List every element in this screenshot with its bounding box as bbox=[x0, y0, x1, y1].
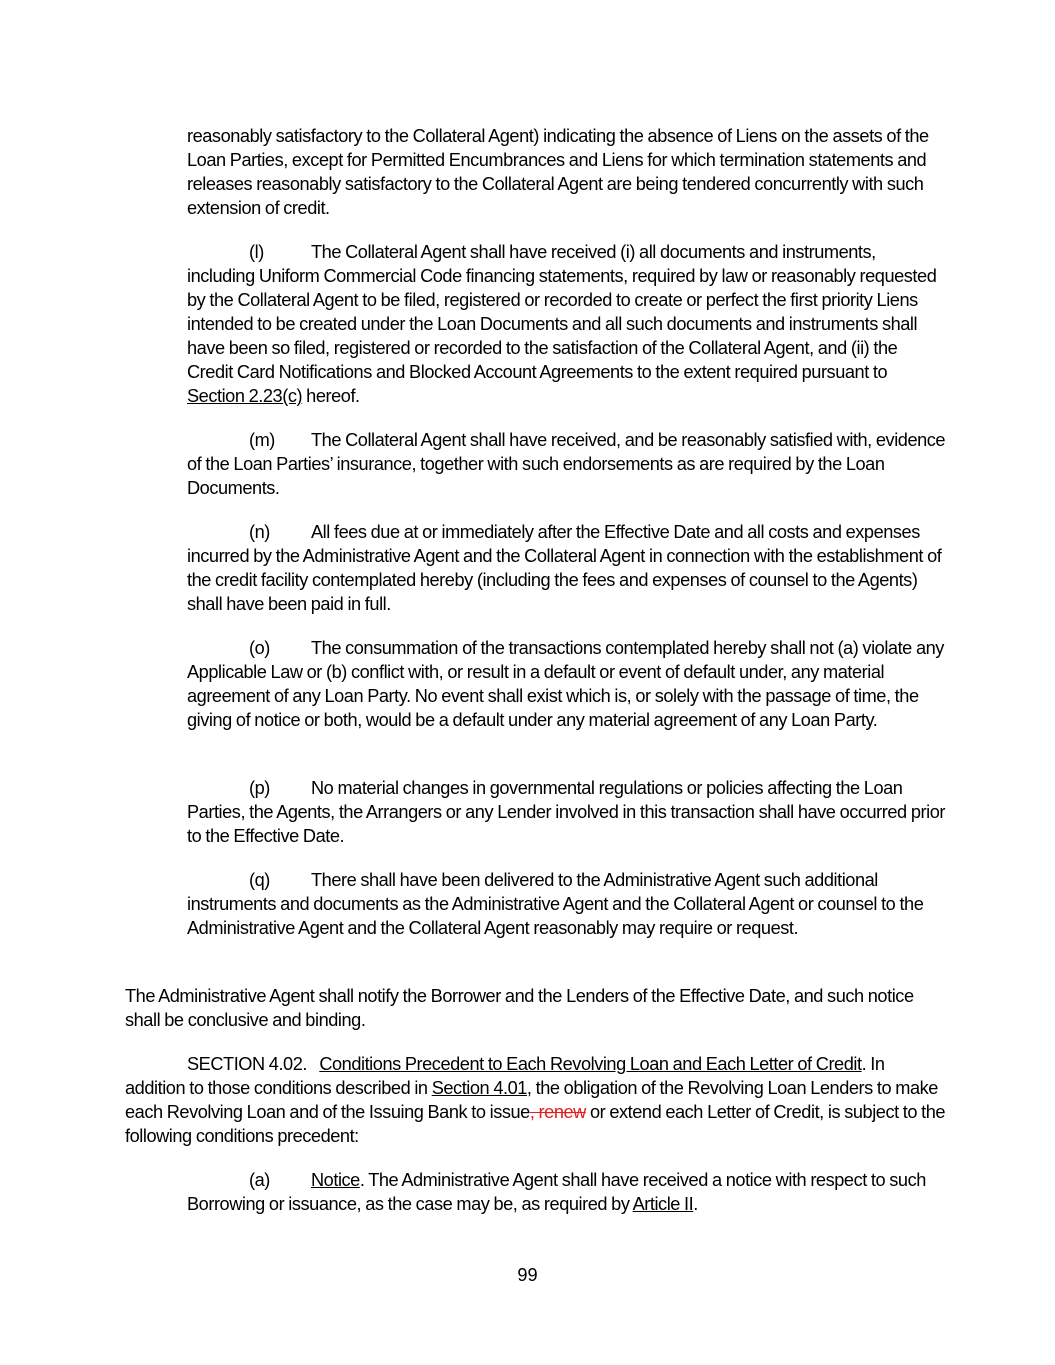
paragraph-l bbox=[187, 240, 947, 408]
item-label: (o) bbox=[249, 638, 270, 658]
paragraph-p bbox=[187, 776, 947, 848]
section-number: SECTION 4.02. bbox=[187, 1054, 307, 1074]
paragraph-text: . In addition to those conditions described in bbox=[125, 1054, 885, 1098]
section-link[interactable]: Section 2.23(c) bbox=[187, 386, 303, 406]
paragraph-o bbox=[187, 636, 947, 732]
paragraph-text: No material changes in governmental regulations or policies affecting the Loan Parties, the Agents, the Arrangers or any Lender involved in this transaction shall have occurred prior to the Effective Date. bbox=[187, 778, 945, 846]
section-heading: Conditions Precedent to Each Revolving Loan and Each Letter of Credit bbox=[319, 1054, 862, 1074]
paragraph-a bbox=[187, 1168, 947, 1216]
paragraph-text: The Collateral Agent shall have received (i) all documents and instruments, including Uniform Commercial Code financing statements, required by law or reasonably requested by the Collateral Agent to be filed, registered or recorded to create or perfect the first priority Liens intended to be created under the Loan Documents and all such documents and instruments shall have been so filed, registered or recorded to the satisfaction of the Collateral Agent, and (ii) the Credit Card Notifications and Blocked Account Agreements to the extent required pursuant to bbox=[187, 242, 937, 382]
paragraph-text: . The Administrative Agent shall have received a notice with respect to such Borrowing or issuance, as the case may be, as required by bbox=[187, 1170, 926, 1214]
paragraph-text: The consummation of the transactions contemplated hereby shall not (a) violate any Applicable Law or (b) conflict with, or result in a default or event of default under, any material agreement of any Loan Party. No event shall exist which is, or solely with the passage of time, the giving of notice or both, would be a default under any material agreement of any Loan Party. bbox=[187, 638, 944, 730]
paragraph-text: The Collateral Agent shall have received, and be reasonably satisfied with, evidence of the Loan Parties’ insurance, together with such endorsements as are required by the Loan Documents. bbox=[187, 430, 946, 498]
item-label: (a) bbox=[249, 1170, 270, 1190]
page-number: 99 bbox=[517, 1265, 538, 1285]
section-4-02 bbox=[125, 1052, 947, 1148]
paragraph-text: All fees due at or immediately after the Effective Date and all costs and expenses incurred by the Administrative Agent and the Collateral Agent in connection with the establishment of the credit facility contemplated hereby (including the fees and expenses of counsel to the Agents) shall have been paid in full. bbox=[187, 522, 942, 614]
paragraph-text: reasonably satisfactory to the Collateral Agent) indicating the absence of Liens on the assets of the Loan Parties, except for Permitted Encumbrances and Liens for which termination statements and releases reasonably satisfactory to the Collateral Agent are being tendered concurrently with such extension of credit. bbox=[187, 126, 929, 218]
paragraph-text: , the obligation of the Revolving Loan Lenders to make each Revolving Loan and of the Issuing Bank to issue bbox=[125, 1078, 938, 1122]
item-label: (m) bbox=[249, 430, 275, 450]
item-label: (q) bbox=[249, 870, 270, 890]
item-label: (p) bbox=[249, 778, 270, 798]
paragraph-q bbox=[187, 868, 947, 940]
paragraph-continuation bbox=[187, 124, 947, 220]
section-link[interactable]: Section 4.01 bbox=[431, 1078, 527, 1098]
paragraph-n bbox=[187, 520, 947, 616]
item-label: (l) bbox=[249, 242, 264, 262]
deleted-text: , renew bbox=[529, 1102, 586, 1122]
paragraph-text: . bbox=[693, 1194, 698, 1214]
paragraph-text: The Administrative Agent shall notify the Borrower and the Lenders of the Effective Date, and such notice shall be conclusive and binding. bbox=[125, 986, 914, 1030]
article-link[interactable]: Article II bbox=[632, 1194, 694, 1214]
paragraph-text: There shall have been delivered to the Administrative Agent such additional instruments and documents as the Administrative Agent and the Collateral Agent or counsel to the Administrative Agent and the Collateral Agent reasonably may require or request. bbox=[187, 870, 924, 938]
paragraph-text: hereof. bbox=[302, 386, 360, 406]
paragraph-text: or extend each Letter of Credit, is subject to the following conditions precedent: bbox=[125, 1102, 946, 1146]
paragraph-notify bbox=[125, 984, 947, 1032]
item-label: (n) bbox=[249, 522, 270, 542]
item-title: Notice bbox=[311, 1170, 360, 1190]
paragraph-m bbox=[187, 428, 947, 500]
